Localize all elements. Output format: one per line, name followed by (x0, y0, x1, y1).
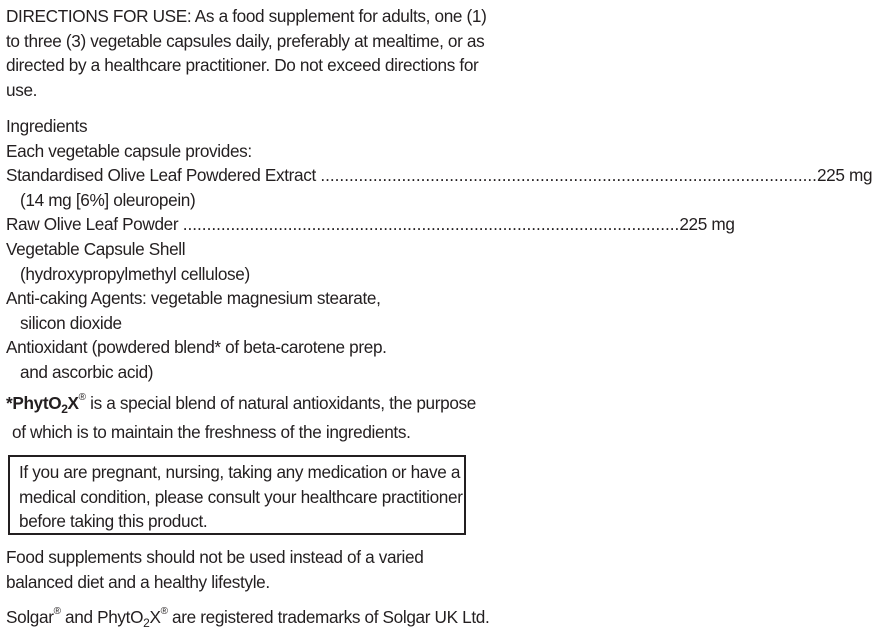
warning-box (8, 455, 466, 535)
solgar-brand: Solgar (6, 607, 54, 627)
registered-mark: ® (53, 606, 61, 617)
ingredient-detail: (14 mg [6%] oleuropein) (20, 189, 196, 210)
warning-text: If you are pregnant, nursing, taking any medication or have a medical condition, please consult your healthcare practitioner before taking this product. (19, 462, 463, 532)
directions-heading: DIRECTIONS FOR USE: (6, 6, 192, 26)
ingredients-section (6, 114, 873, 385)
ingredients-intro: Each vegetable capsule provides: (6, 140, 252, 161)
ingredients-heading: Ingredients (6, 116, 88, 136)
ingredient-capsule-shell: Vegetable Capsule Shell (6, 238, 186, 259)
ingredient-olive-leaf-extract (6, 163, 873, 188)
registered-mark: ® (160, 606, 168, 617)
directions-text: As a food supplement for adults, one (1) to three (3) vegetable capsules daily, preferably at mealtime, or as directed by a healthcare practitioner. Do not exceed directions for use. (6, 6, 487, 100)
ingredient-antioxidant: Antioxidant (powdered blend* of beta-carotene prep. (6, 337, 387, 358)
directions-for-use (6, 4, 492, 102)
ingredient-raw-olive-leaf (6, 212, 735, 237)
phyto-asterisk: * (6, 393, 13, 413)
phyto-brand: PhytO$_2$X (12, 393, 79, 416)
leader-dots: ........................................................................................................ (182, 214, 680, 235)
ingredient-detail: (hydroxypropylmethyl cellulose) (20, 263, 250, 284)
ingredient-amount: 225 mg (816, 165, 873, 186)
trademark-note: Solgar® and PhytO$_2$X® are registered trademarks of Solgar UK Ltd. (6, 606, 490, 630)
ingredient-detail: silicon dioxide (20, 312, 122, 333)
leader-dots: ........................................................................................................ (320, 165, 817, 186)
ingredient-detail: and ascorbic acid) (20, 361, 154, 382)
ingredient-name: Raw Olive Leaf Powder (6, 214, 179, 235)
phyto-note (6, 391, 492, 444)
phyto-text-line1: is a special blend of natural antioxidants, the purpose (85, 393, 477, 413)
ingredient-amount: 225 mg (679, 214, 735, 235)
supplements-note: Food supplements should not be used instead of a varied balanced diet and a healthy lifestyle. (6, 547, 424, 592)
phyto-text-line2: of which is to maintain the freshness of the ingredients. (12, 421, 411, 442)
ingredient-name: Standardised Olive Leaf Powdered Extract (6, 165, 316, 186)
ingredient-anti-caking: Anti-caking Agents: vegetable magnesium stearate, (6, 288, 381, 309)
registered-mark: ® (78, 392, 86, 403)
